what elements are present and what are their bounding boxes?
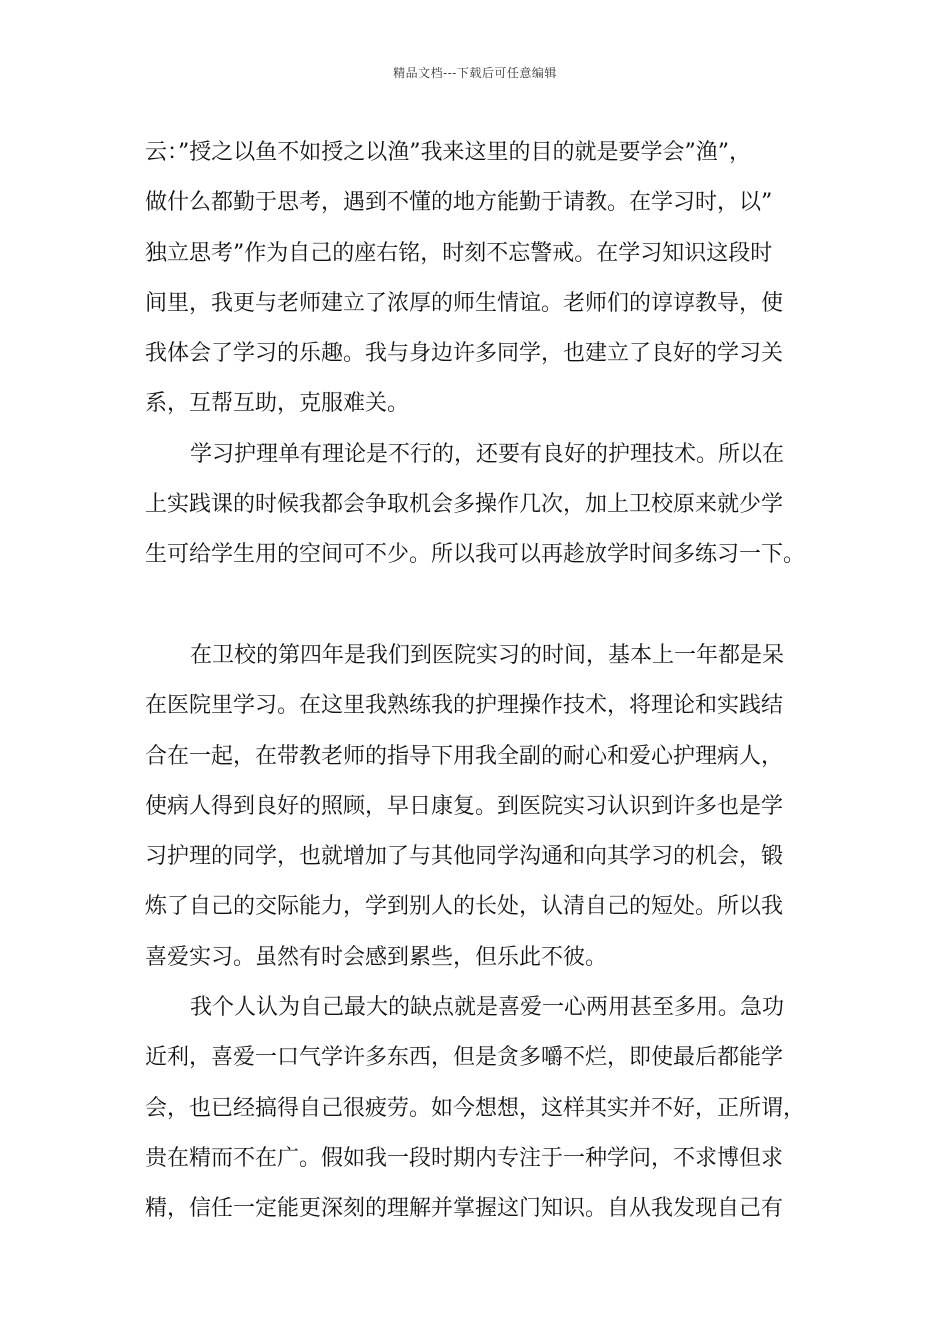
document-body xyxy=(145,128,825,1235)
text-line: 我体会了学习的乐趣。我与身边许多同学，也建立了良好的学习关 xyxy=(145,341,784,367)
text-line: 在医院里学习。在这里我熟练我的护理操作技术，将理论和实践结 xyxy=(145,693,784,719)
text-line: 合在一起，在带教老师的指导下用我全副的耐心和爱心护理病人， xyxy=(145,743,784,769)
text-line: 贵在精而不在广。假如我一段时期内专注于一种学问，不求博但求 xyxy=(145,1145,784,1171)
text-line: 会，也已经搞得自己很疲劳。如今想想，这样其实并不好，正所谓， xyxy=(145,1095,806,1121)
text-line: 喜爱实习。虽然有时会感到累些，但乐此不彼。 xyxy=(145,944,608,970)
paragraph-gap xyxy=(145,581,825,631)
page-header: 精品文档---下载后可任意编辑 xyxy=(393,66,557,80)
text-line: 习护理的同学，也就增加了与其他同学沟通和向其学习的机会，锻 xyxy=(145,844,784,870)
text-line: 系，互帮互助，克服难关。 xyxy=(145,391,410,417)
text-line: 我个人认为自己最大的缺点就是喜爱一心两用甚至多用。急功 xyxy=(190,995,785,1021)
text-line: 近利，喜爱一口气学许多东西，但是贪多嚼不烂，即使最后都能学 xyxy=(145,1045,784,1071)
text-line: 上实践课的时候我都会争取机会多操作几次，加上卫校原来就少学 xyxy=(145,492,784,518)
text-line: 学习护理单有理论是不行的，还要有良好的护理技术。所以在 xyxy=(190,441,785,467)
text-line: 生可给学生用的空间可不少。所以我可以再趁放学时间多练习一下。 xyxy=(145,542,806,568)
text-line: 云：”授之以鱼不如授之以渔”我来这里的目的就是要学会”渔”， xyxy=(145,140,751,165)
text-line: 独立思考”作为自己的座右铭，时刻不忘警戒。在学习知识这段时 xyxy=(145,240,773,266)
text-line: 在卫校的第四年是我们到医院实习的时间，基本上一年都是呆 xyxy=(190,642,785,668)
text-line: 炼了自己的交际能力，学到别人的长处，认清自己的短处。所以我 xyxy=(145,894,784,920)
text-line: 做什么都勤于思考，遇到不懂的地方能勤于请教。在学习时，以” xyxy=(145,190,773,216)
text-line: 使病人得到良好的照顾，早日康复。到医院实习认识到许多也是学 xyxy=(145,793,784,819)
text-line: 精，信任一定能更深刻的理解并掌握这门知识。自从我发现自己有 xyxy=(145,1196,784,1222)
text-line: 间里，我更与老师建立了浓厚的师生情谊。老师们的谆谆教导，使 xyxy=(145,290,784,316)
